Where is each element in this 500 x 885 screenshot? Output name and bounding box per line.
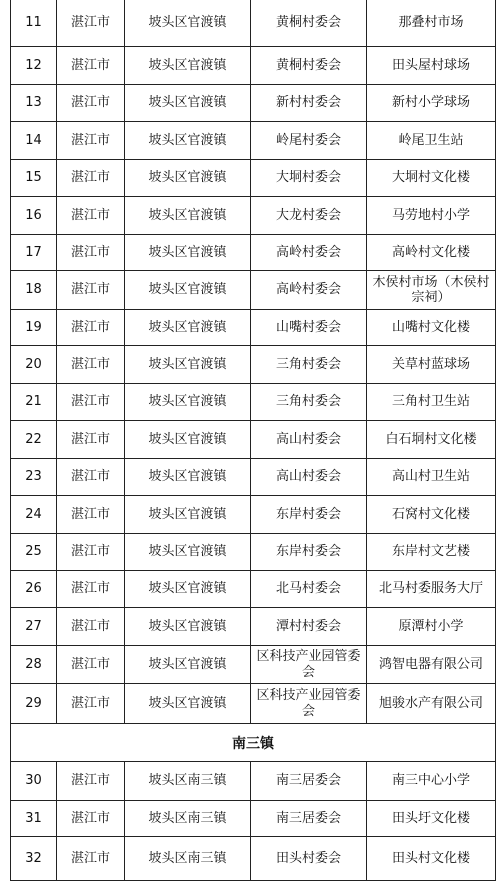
town-cell: 坡头区官渡镇 [125, 346, 251, 383]
town-cell: 坡头区官渡镇 [125, 571, 251, 607]
table-row [11, 47, 495, 85]
village-cell: 田头村委会 [251, 837, 367, 880]
village-cell: 大垌村委会 [251, 160, 367, 196]
table-row [11, 346, 495, 384]
city-cell: 湛江市 [57, 85, 125, 121]
village-cell: 黄桐村委会 [251, 47, 367, 84]
row-number: 14 [11, 122, 57, 159]
table-row [11, 459, 495, 496]
site-cell: 白石垌村文化楼 [385, 431, 477, 447]
row-number: 30 [11, 762, 57, 800]
site-cell: 高岭村文化楼 [391, 244, 470, 260]
site-cell: 大垌村文化楼 [391, 170, 470, 186]
city-cell: 湛江市 [57, 197, 125, 234]
site-cell: 关草村蓝球场 [391, 356, 470, 372]
row-number: 31 [11, 801, 57, 836]
town-cell: 坡头区南三镇 [125, 762, 251, 800]
row-number: 22 [11, 421, 57, 458]
village-cell: 区科技产业园管委会 [251, 684, 367, 723]
site-cell: 田头村文化楼 [391, 850, 470, 866]
town-cell: 坡头区官渡镇 [125, 384, 251, 420]
table-row [11, 801, 495, 837]
row-number: 25 [11, 534, 57, 570]
village-cell: 北马村委会 [251, 571, 367, 607]
town-cell: 坡头区官渡镇 [125, 496, 251, 533]
town-cell: 坡头区官渡镇 [125, 646, 251, 683]
table-row [11, 646, 495, 684]
city-cell: 湛江市 [57, 384, 125, 420]
village-cell: 山嘴村委会 [251, 310, 367, 345]
table-row [11, 384, 495, 421]
city-cell: 湛江市 [57, 47, 125, 84]
city-cell: 湛江市 [57, 684, 125, 723]
town-cell: 坡头区官渡镇 [125, 421, 251, 458]
table-row [11, 534, 495, 571]
city-cell: 湛江市 [57, 608, 125, 645]
table-row [11, 0, 495, 47]
village-cell: 东岸村委会 [251, 496, 367, 533]
row-number: 20 [11, 346, 57, 383]
village-cell: 区科技产业园管委会 [251, 646, 367, 683]
village-cell: 岭尾村委会 [251, 122, 367, 159]
table-row [11, 837, 495, 880]
site-cell: 东岸村文艺楼 [391, 544, 470, 560]
row-number: 12 [11, 47, 57, 84]
row-number: 13 [11, 85, 57, 121]
village-cell: 南三居委会 [251, 801, 367, 836]
town-cell: 坡头区官渡镇 [125, 310, 251, 345]
table-row [11, 571, 495, 608]
city-cell: 湛江市 [57, 646, 125, 683]
site-cell: 石窝村文化楼 [391, 506, 470, 522]
town-cell: 坡头区南三镇 [125, 837, 251, 880]
town-cell: 坡头区官渡镇 [125, 160, 251, 196]
city-cell: 湛江市 [57, 160, 125, 196]
table-row [11, 310, 495, 346]
village-cell: 新村村委会 [251, 85, 367, 121]
village-cell: 东岸村委会 [251, 534, 367, 570]
table-row [11, 235, 495, 271]
row-number: 24 [11, 496, 57, 533]
table-row [11, 496, 495, 534]
town-cell: 坡头区南三镇 [125, 801, 251, 836]
row-number: 19 [11, 310, 57, 345]
village-cell: 高岭村委会 [251, 235, 367, 270]
town-cell: 坡头区官渡镇 [125, 534, 251, 570]
town-cell: 坡头区官渡镇 [125, 235, 251, 270]
row-number: 32 [11, 837, 57, 880]
site-cell: 原潭村小学 [398, 618, 464, 634]
village-cell: 黄桐村委会 [251, 0, 367, 46]
village-cell: 潭村村委会 [251, 608, 367, 645]
town-cell: 坡头区官渡镇 [125, 47, 251, 84]
site-cell: 那叠村市场 [398, 15, 464, 31]
city-cell: 湛江市 [57, 801, 125, 836]
row-number: 11 [11, 0, 57, 46]
site-cell: 山嘴村文化楼 [391, 319, 470, 335]
city-cell: 湛江市 [57, 762, 125, 800]
table-row [11, 271, 495, 310]
city-cell: 湛江市 [57, 310, 125, 345]
table-row [11, 197, 495, 235]
site-cell: 鸿智电器有限公司 [378, 656, 483, 672]
town-cell: 坡头区官渡镇 [125, 197, 251, 234]
site-table [10, 0, 496, 881]
village-cell: 三角村委会 [251, 384, 367, 420]
row-number: 15 [11, 160, 57, 196]
village-cell: 南三居委会 [251, 762, 367, 800]
site-cell: 田头屋村球场 [391, 57, 470, 73]
city-cell: 湛江市 [57, 496, 125, 533]
table-row [11, 608, 495, 646]
site-cell: 新村小学球场 [391, 95, 470, 111]
village-cell: 高岭村委会 [251, 271, 367, 309]
city-cell: 湛江市 [57, 459, 125, 495]
row-number: 28 [11, 646, 57, 683]
site-cell: 旭骏水产有限公司 [378, 695, 483, 711]
village-cell: 三角村委会 [251, 346, 367, 383]
town-cell: 坡头区官渡镇 [125, 85, 251, 121]
table-row [11, 122, 495, 160]
row-number: 29 [11, 684, 57, 723]
city-cell: 湛江市 [57, 534, 125, 570]
city-cell: 湛江市 [57, 122, 125, 159]
town-cell: 坡头区官渡镇 [125, 271, 251, 309]
row-number: 18 [11, 271, 57, 309]
town-cell: 坡头区官渡镇 [125, 684, 251, 723]
site-cell: 北马村委服务大厅 [378, 581, 483, 597]
village-cell: 大龙村委会 [251, 197, 367, 234]
town-cell: 坡头区官渡镇 [125, 459, 251, 495]
town-cell: 坡头区官渡镇 [125, 608, 251, 645]
site-cell: 三角村卫生站 [391, 394, 470, 410]
site-cell: 高山村卫生站 [391, 469, 470, 485]
table-row [11, 85, 495, 122]
village-cell: 高山村委会 [251, 421, 367, 458]
table-row [11, 684, 495, 724]
site-cell: 岭尾卫生站 [398, 132, 464, 148]
city-cell: 湛江市 [57, 271, 125, 309]
site-cell: 南三中心小学 [391, 773, 470, 789]
site-cell: 木侯村市场（木侯村宗祠） [372, 274, 490, 305]
table-row [11, 762, 495, 801]
town-cell: 坡头区官渡镇 [125, 0, 251, 46]
row-number: 26 [11, 571, 57, 607]
site-cell: 田头圩文化楼 [391, 810, 470, 826]
city-cell: 湛江市 [57, 0, 125, 46]
row-number: 21 [11, 384, 57, 420]
city-cell: 湛江市 [57, 235, 125, 270]
city-cell: 湛江市 [57, 421, 125, 458]
city-cell: 湛江市 [57, 837, 125, 880]
city-cell: 湛江市 [57, 571, 125, 607]
section-header: 南三镇 [11, 724, 495, 762]
city-cell: 湛江市 [57, 346, 125, 383]
table-row [11, 160, 495, 197]
village-cell: 高山村委会 [251, 459, 367, 495]
row-number: 17 [11, 235, 57, 270]
table-row [11, 421, 495, 459]
town-cell: 坡头区官渡镇 [125, 122, 251, 159]
row-number: 27 [11, 608, 57, 645]
row-number: 16 [11, 197, 57, 234]
row-number: 23 [11, 459, 57, 495]
site-cell: 马劳地村小学 [391, 207, 470, 223]
